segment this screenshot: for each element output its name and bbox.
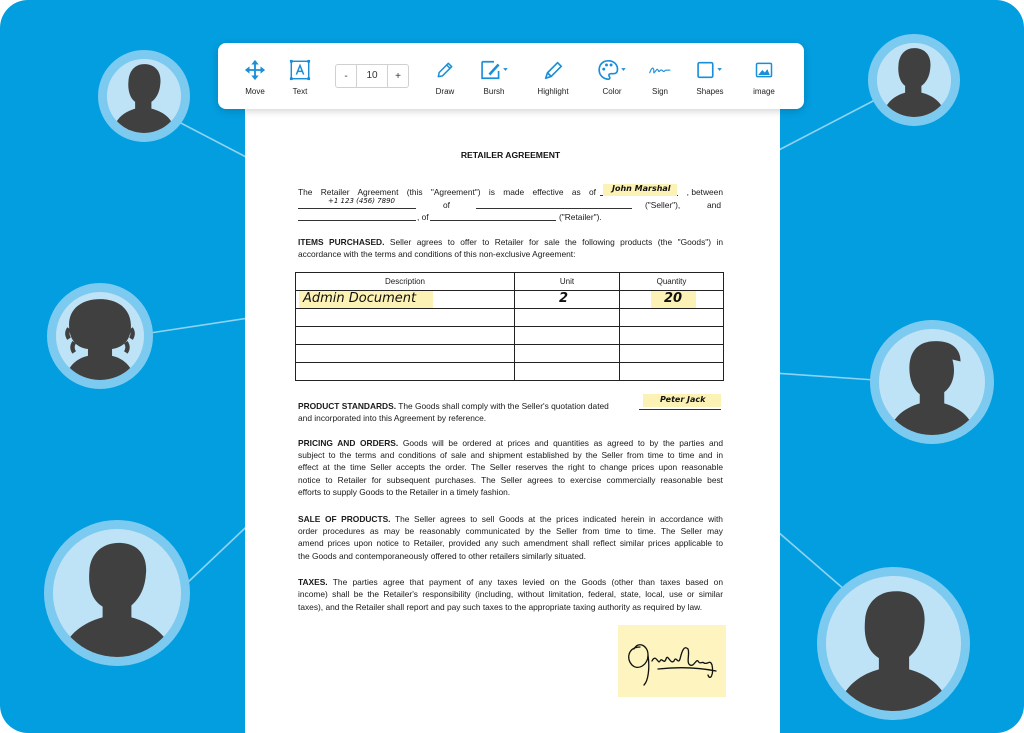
- quantity-handwritten[interactable]: 20: [664, 291, 683, 306]
- avatar[interactable]: [44, 520, 190, 666]
- tool-label: Move: [245, 87, 265, 96]
- table-cell[interactable]: [620, 345, 724, 363]
- signature-box[interactable]: [618, 625, 726, 697]
- phone-handwritten[interactable]: +1 123 (456) 7890: [328, 197, 395, 205]
- tool-label: Shapes: [696, 87, 724, 96]
- table-header-description: Description: [296, 273, 515, 291]
- pricing-line-3: effect at the time Seller accepts the order. The Seller reserves the right to change prices upon reasonable: [298, 462, 723, 472]
- palette-icon: [597, 59, 627, 81]
- table-cell[interactable]: [515, 345, 620, 363]
- table-cell[interactable]: [296, 363, 515, 381]
- items-text: Seller agrees to offer to Retailer for sale the following products (the "Goods") in: [389, 237, 723, 247]
- table-cell[interactable]: [515, 363, 620, 381]
- highlight-tool-button[interactable]: [523, 57, 583, 96]
- avatar[interactable]: [98, 50, 190, 142]
- person-silhouette-icon: [831, 585, 957, 711]
- table-header-unit: Unit: [515, 273, 620, 291]
- person-silhouette-icon: [881, 333, 983, 435]
- table-row: [296, 345, 724, 363]
- taxes-line-3: taxes), and the Retailer shall report and pay such taxes to the appropriate taxing authority as required by law.: [298, 602, 703, 612]
- intro-blank-line: [430, 211, 556, 221]
- table-row: [296, 363, 724, 381]
- table-cell[interactable]: [296, 309, 515, 327]
- sale-line-1: [298, 513, 723, 525]
- decrease-size-button[interactable]: -: [344, 70, 348, 82]
- intro-blank-line: [476, 199, 632, 209]
- brush-icon: [479, 59, 509, 81]
- standards-line-2: and incorporated into this Agreement by reference.: [298, 413, 487, 423]
- pencil-icon: [435, 60, 455, 80]
- table-cell[interactable]: [515, 327, 620, 345]
- connector-line: [175, 120, 248, 158]
- sale-line-3: amend prices upon notice to Retailer, provided any such amendment shall reflect similar prices applicable to: [298, 538, 723, 548]
- items-paragraph-line-2: accordance with the terms and conditions of this non-exclusive Agreement:: [298, 249, 576, 259]
- table-cell[interactable]: [296, 327, 515, 345]
- sale-line-4: the Goods and contemporaneously offered to other retailers similarly situated.: [298, 551, 587, 561]
- table-cell[interactable]: [515, 309, 620, 327]
- text-tool-button[interactable]: [270, 57, 330, 96]
- image-icon: [754, 60, 774, 80]
- taxes-line-2: income) shall be the Retailer's responsibility (including, without limitation, federal, state, local, use or similar: [298, 589, 723, 599]
- table-cell[interactable]: [620, 327, 724, 345]
- pricing-line-2: subject to the terms and conditions of sale and shipment established by the Seller from time to time and in: [298, 450, 723, 460]
- intro-retailer: ("Retailer").: [559, 212, 602, 222]
- intro-line-1: The Retailer Agreement (this "Agreement") is made effective as of: [298, 187, 596, 197]
- standards-line-1: [298, 400, 609, 412]
- connector-line: [770, 525, 845, 590]
- intro-seller: ("Seller"),: [645, 200, 681, 210]
- signature-icon: [648, 62, 672, 78]
- pricing-line-1: [298, 437, 723, 449]
- move-icon: [244, 59, 266, 81]
- quotation-name-handwritten[interactable]: Peter Jack: [660, 395, 706, 404]
- pricing-line-5: efforts to supply Goods to the Retailer in a timely fashion.: [298, 487, 511, 497]
- highlighter-icon: [542, 59, 564, 81]
- intro-of-2: , of: [417, 212, 429, 222]
- size-value[interactable]: 10: [356, 65, 388, 87]
- standards-heading: PRODUCT STANDARDS.: [298, 401, 397, 411]
- table-cell[interactable]: [620, 309, 724, 327]
- description-handwritten[interactable]: Admin Document: [303, 291, 417, 306]
- table-cell[interactable]: [620, 363, 724, 381]
- sale-text: The Seller agrees to sell Goods at the prices indicated herein in accordance with: [394, 514, 723, 524]
- pricing-heading: PRICING AND ORDERS.: [298, 438, 399, 448]
- taxes-heading: TAXES.: [298, 577, 328, 587]
- table-header-row: [296, 273, 724, 291]
- goods-table: [295, 272, 724, 381]
- avatar[interactable]: [870, 320, 994, 444]
- table-header-quantity: Quantity: [620, 273, 724, 291]
- tool-label: image: [753, 87, 775, 96]
- tool-label: Sign: [651, 87, 668, 96]
- table-cell[interactable]: [296, 345, 515, 363]
- intro-and: and: [707, 200, 721, 210]
- person-silhouette-icon: [877, 43, 951, 117]
- avatar[interactable]: [817, 567, 970, 720]
- person-silhouette-icon: [57, 537, 177, 657]
- person-silhouette-icon: [107, 59, 181, 133]
- text-icon: [289, 59, 311, 81]
- standards-text: The Goods shall comply with the Seller's quotation dated: [398, 401, 609, 411]
- date-name-handwritten[interactable]: John Marshal: [612, 184, 671, 193]
- intro-blank-line: [298, 211, 416, 221]
- person-silhouette-icon: [57, 294, 143, 380]
- pricing-text: Goods will be ordered at prices and quantities as agreed to by the parties and: [402, 438, 724, 448]
- square-icon: [695, 59, 725, 81]
- tool-label: Text: [292, 87, 308, 96]
- image-tool-button[interactable]: [734, 57, 794, 96]
- items-paragraph-line-1: [298, 236, 723, 248]
- taxes-text: The parties agree that payment of any taxes levied on the Goods (other than taxes based on: [332, 577, 723, 587]
- shapes-tool-button[interactable]: [680, 57, 740, 96]
- sale-line-2: order procedures as may be reasonably communicated by the Seller from time to time. The Seller may: [298, 526, 723, 536]
- items-heading: ITEMS PURCHASED.: [298, 237, 385, 247]
- tool-label: Draw: [435, 87, 455, 96]
- avatar[interactable]: [868, 34, 960, 126]
- intro-line-1-suffix: , between: [686, 187, 723, 197]
- handwritten-signature: [618, 625, 726, 697]
- table-row: [296, 327, 724, 345]
- tool-label: Bursh: [483, 87, 505, 96]
- size-stepper: [335, 64, 409, 88]
- pricing-line-4: notice to Retailer for subsequent purchases. The Seller agrees to exercise commercially reasonable best: [298, 475, 723, 485]
- unit-handwritten[interactable]: 2: [559, 291, 569, 306]
- tool-label: Color: [602, 87, 622, 96]
- taxes-line-1: [298, 576, 723, 588]
- increase-size-button[interactable]: +: [395, 70, 401, 82]
- tool-label: Highlight: [537, 87, 569, 96]
- avatar[interactable]: [47, 283, 153, 389]
- brush-tool-button[interactable]: [464, 57, 524, 96]
- document-title: RETAILER AGREEMENT: [460, 150, 561, 160]
- intro-of: of: [443, 200, 450, 210]
- table-row: [296, 309, 724, 327]
- sale-heading: SALE OF PRODUCTS.: [298, 514, 391, 524]
